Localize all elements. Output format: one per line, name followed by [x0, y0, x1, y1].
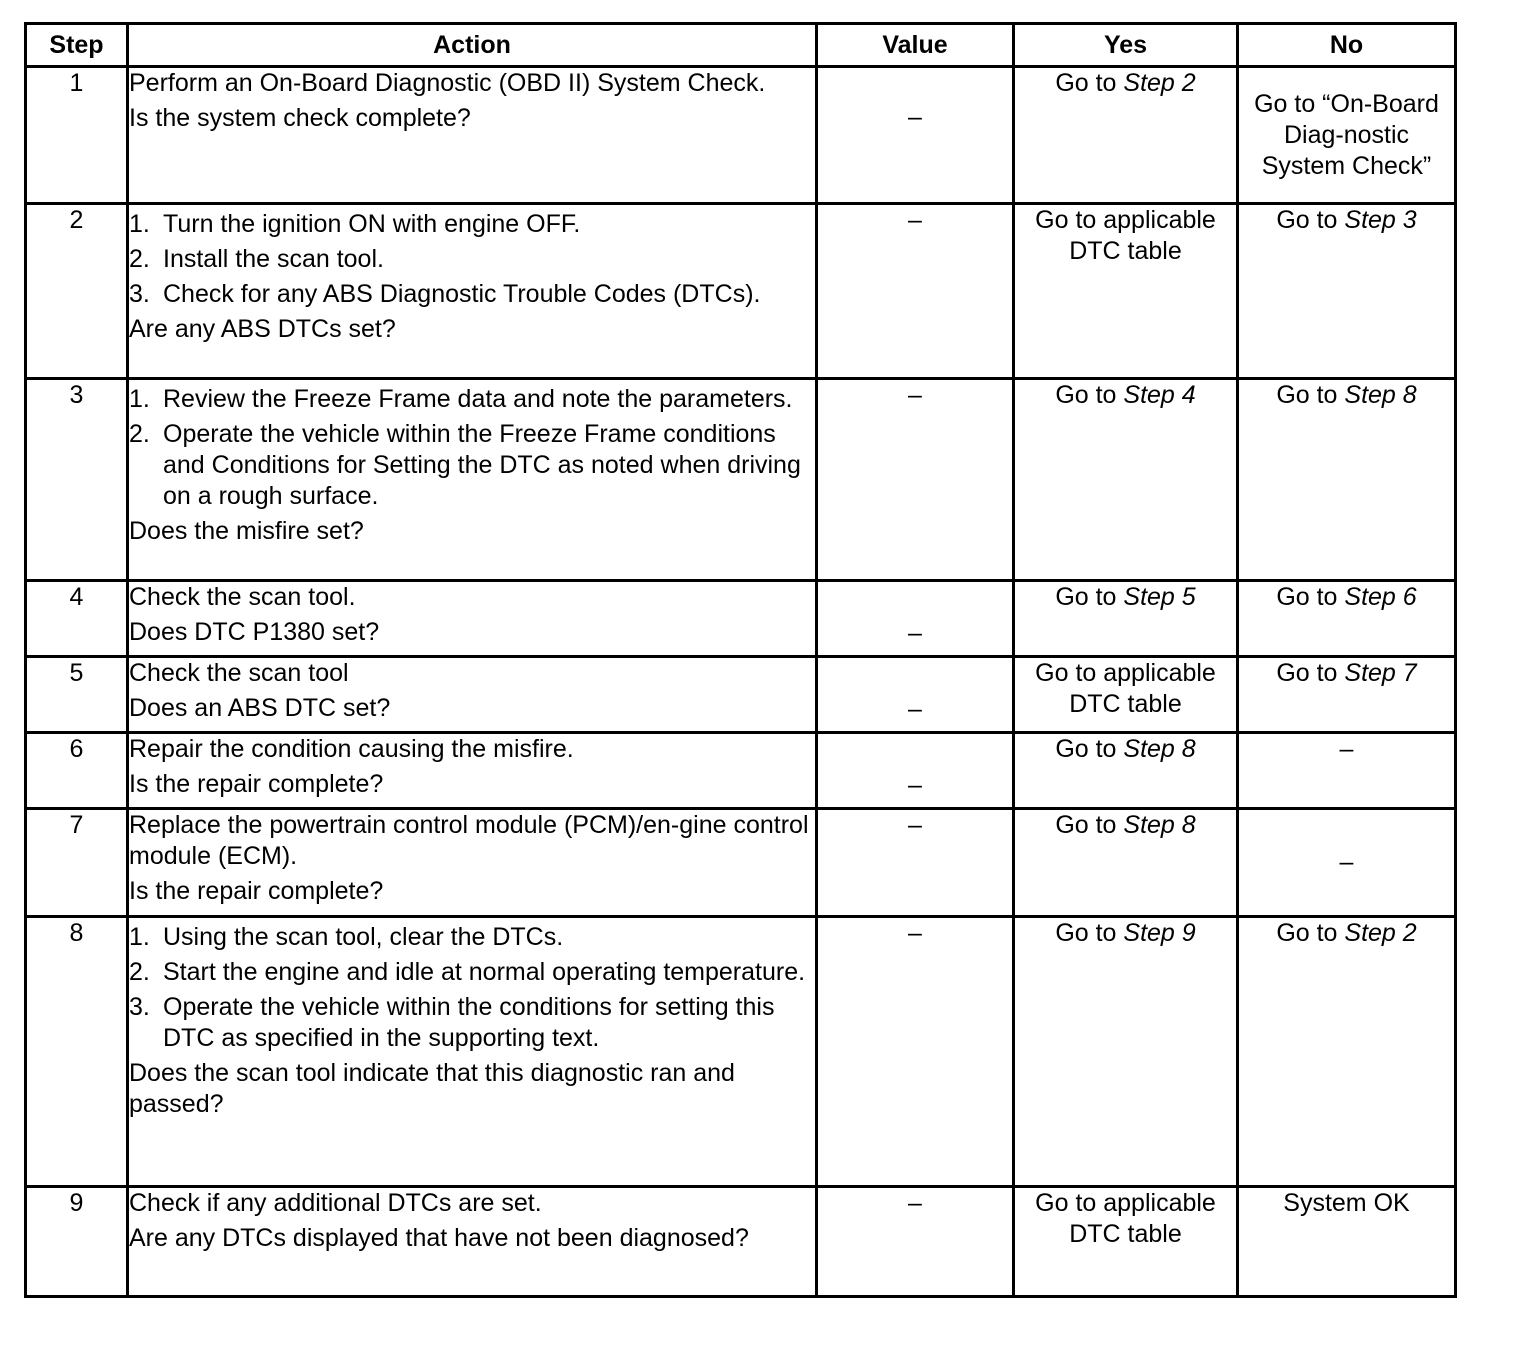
yes-step-ref: Step 4 [1123, 381, 1196, 409]
header-value: Value [817, 24, 1014, 67]
no-step-ref: Step 8 [1344, 381, 1417, 409]
no-cell: – [1238, 809, 1456, 917]
action-question: Does the misfire set? [129, 517, 364, 545]
header-action: Action [128, 24, 817, 67]
header-step: Step [26, 24, 128, 67]
action-line: Repair the condition causing the misfire. [129, 735, 574, 763]
no-prefix: Go to [1276, 583, 1345, 611]
yes-step-ref: Step 8 [1123, 811, 1196, 839]
action-question: Does the scan tool indicate that this diagnostic ran and passed? [129, 1059, 735, 1118]
table-row-step-7 [26, 809, 1456, 917]
yes-cell [1014, 733, 1238, 809]
yes-step-ref: Step 9 [1123, 919, 1196, 947]
step-number: 7 [26, 809, 128, 917]
no-prefix: Go to [1276, 659, 1345, 687]
value-cell: – [817, 1187, 1014, 1297]
step-number: 1 [26, 67, 128, 204]
yes-cell [1014, 379, 1238, 581]
step-number: 3 [26, 379, 128, 581]
yes-prefix: Go to [1055, 69, 1124, 97]
step-number: 2 [26, 204, 128, 379]
action-cell [128, 809, 817, 917]
action-line: Check if any additional DTCs are set. [129, 1189, 542, 1217]
action-line: Check the scan tool. [129, 583, 356, 611]
yes-prefix: Go to [1055, 583, 1124, 611]
no-step-ref: Step 6 [1344, 583, 1417, 611]
no-cell: – [1238, 733, 1456, 809]
no-cell [1238, 204, 1456, 379]
no-step-ref: Step 7 [1344, 659, 1417, 687]
value-cell: – [817, 379, 1014, 581]
action-cell [128, 657, 817, 733]
value-cell: – [817, 809, 1014, 917]
diagnostic-table [24, 22, 1457, 1298]
no-prefix: Go to [1276, 206, 1345, 234]
action-item: 3. Check for any ABS Diagnostic Trouble Codes (DTCs). [129, 280, 761, 308]
yes-cell [1014, 917, 1238, 1187]
action-item: 1. Using the scan tool, clear the DTCs. [129, 923, 564, 951]
yes-step-ref: Step 5 [1123, 583, 1196, 611]
no-step-ref: Step 3 [1344, 206, 1417, 234]
value-cell: – [817, 917, 1014, 1187]
value-cell: – [817, 204, 1014, 379]
action-cell [128, 67, 817, 204]
table-row-step-3 [26, 379, 1456, 581]
header-yes: Yes [1014, 24, 1238, 67]
yes-cell [1014, 809, 1238, 917]
header-no: No [1238, 24, 1456, 67]
no-cell [1238, 379, 1456, 581]
no-prefix: Go to [1276, 381, 1345, 409]
value-cell: – [817, 733, 1014, 809]
no-cell [1238, 581, 1456, 657]
action-line: Perform an On-Board Diagnostic (OBD II) System Check. [129, 69, 766, 97]
yes-cell: Go to applicable DTC table [1014, 204, 1238, 379]
action-item: 3. Operate the vehicle within the conditions for setting this DTC as specified in the supporting text. [129, 993, 775, 1052]
yes-cell: Go to applicable DTC table [1014, 1187, 1238, 1297]
yes-prefix: Go to [1055, 811, 1124, 839]
no-cell [1238, 917, 1456, 1187]
action-item: 1. Turn the ignition ON with engine OFF. [129, 210, 581, 238]
action-line: Is the repair complete? [129, 877, 384, 905]
yes-cell [1014, 581, 1238, 657]
action-line: Are any DTCs displayed that have not been diagnosed? [129, 1224, 749, 1252]
no-prefix: Go to [1276, 919, 1345, 947]
table-row-step-1 [26, 67, 1456, 204]
yes-step-ref: Step 2 [1123, 69, 1196, 97]
yes-prefix: Go to [1055, 919, 1124, 947]
no-step-ref: Step 2 [1344, 919, 1417, 947]
action-line: Is the repair complete? [129, 770, 384, 798]
table-row-step-5 [26, 657, 1456, 733]
no-cell: Go to “On-Board Diag-nostic System Check” [1238, 67, 1456, 204]
action-item: 2. Start the engine and idle at normal operating temperature. [129, 958, 806, 986]
action-item: 2. Operate the vehicle within the Freeze Frame conditions and Conditions for Setting the DTC as noted when driving on a rough surface. [129, 420, 801, 510]
table-row-step-6 [26, 733, 1456, 809]
action-line: Does DTC P1380 set? [129, 618, 380, 646]
table-row-step-4 [26, 581, 1456, 657]
table-row-step-2 [26, 204, 1456, 379]
action-cell [128, 581, 817, 657]
step-number: 8 [26, 917, 128, 1187]
no-cell [1238, 657, 1456, 733]
action-cell [128, 733, 817, 809]
action-line: Is the system check complete? [129, 104, 471, 132]
value-cell: – [817, 657, 1014, 733]
action-question: Are any ABS DTCs set? [129, 315, 396, 343]
action-line: Replace the powertrain control module (PCM)/en-gine control module (ECM). [129, 811, 809, 870]
action-item: 2. Install the scan tool. [129, 245, 384, 273]
value-cell: – [817, 581, 1014, 657]
step-number: 6 [26, 733, 128, 809]
action-cell [128, 1187, 817, 1297]
yes-step-ref: Step 8 [1123, 735, 1196, 763]
action-cell [128, 379, 817, 581]
step-number: 4 [26, 581, 128, 657]
action-line: Does an ABS DTC set? [129, 694, 391, 722]
value-cell: – [817, 67, 1014, 204]
action-line: Check the scan tool [129, 659, 349, 687]
yes-cell [1014, 67, 1238, 204]
yes-prefix: Go to [1055, 735, 1124, 763]
header-row [26, 24, 1456, 67]
step-number: 5 [26, 657, 128, 733]
action-cell [128, 917, 817, 1187]
table-row-step-8 [26, 917, 1456, 1187]
step-number: 9 [26, 1187, 128, 1297]
table-row-step-9 [26, 1187, 1456, 1297]
yes-prefix: Go to [1055, 381, 1124, 409]
yes-cell: Go to applicable DTC table [1014, 657, 1238, 733]
action-item: 1. Review the Freeze Frame data and note the parameters. [129, 385, 793, 413]
no-cell: System OK [1238, 1187, 1456, 1297]
action-cell [128, 204, 817, 379]
